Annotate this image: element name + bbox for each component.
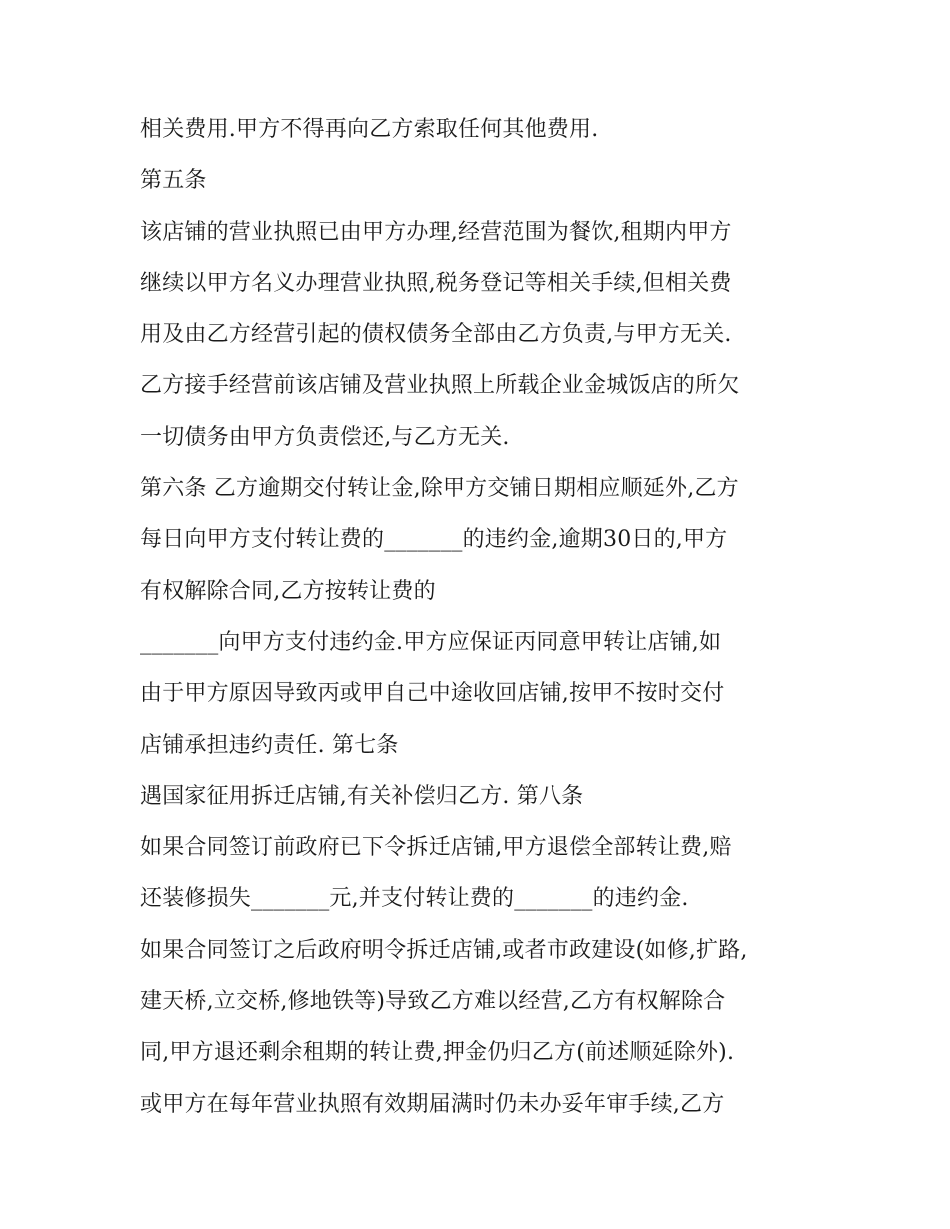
text-line: 如果合同签订前政府已下令拆迁店铺,甲方退偿全部转让费,赔 — [140, 835, 732, 861]
text-line: 有权解除合同,乙方按转让费的 — [140, 578, 436, 604]
text-line: 乙方接手经营前该店铺及营业执照上所载企业金城饭店的所欠 — [140, 373, 740, 399]
text-line: _______向甲方支付违约金.甲方应保证丙同意甲转让店铺,如 — [140, 629, 722, 655]
text-line: 如果合同签订之后政府明令拆迁店铺,或者市政建设(如修,扩路, — [140, 937, 748, 963]
text-line: 用及由乙方经营引起的债权债务全部由乙方负责,与甲方无关. — [140, 322, 732, 348]
text-line: 建天桥,立交桥,修地铁等)导致乙方难以经营,乙方有权解除合 — [140, 989, 726, 1015]
text-line: 由于甲方原因导致丙或甲自己中途收回店铺,按甲不按时交付 — [140, 681, 725, 707]
text-line: 相关费用.甲方不得再向乙方索取任何其他费用. — [140, 117, 599, 142]
text-line: 店铺承担违约责任. 第七条 — [140, 732, 399, 758]
text-line: 还装修损失_______元,并支付转让费的_______的违约金. — [140, 886, 689, 912]
text-line: 每日向甲方支付转让费的_______的违约金,逾期30日的,甲方 — [140, 527, 728, 553]
text-line: 继续以甲方名义办理营业执照,税务登记等相关手续,但相关费 — [140, 270, 732, 296]
text-line: 遇国家征用拆迁店铺,有关补偿归乙方. 第八条 — [140, 783, 584, 809]
text-line: 同,甲方退还剩余租期的转让费,押金仍归乙方(前述顺延除外). — [140, 1040, 735, 1066]
text-line: 一切债务由甲方负责偿还,与乙方无关. — [140, 424, 510, 450]
text-line: 该店铺的营业执照已由甲方办理,经营范围为餐饮,租期内甲方 — [140, 219, 732, 245]
text-line: 第六条 乙方逾期交付转让金,除甲方交铺日期相应顺延外,乙方 — [140, 476, 739, 502]
text-line: 或甲方在每年营业执照有效期届满时仍未办妥年审手续,乙方 — [140, 1091, 725, 1117]
article-heading: 第五条 — [140, 168, 207, 194]
document-body — [140, 104, 830, 1130]
